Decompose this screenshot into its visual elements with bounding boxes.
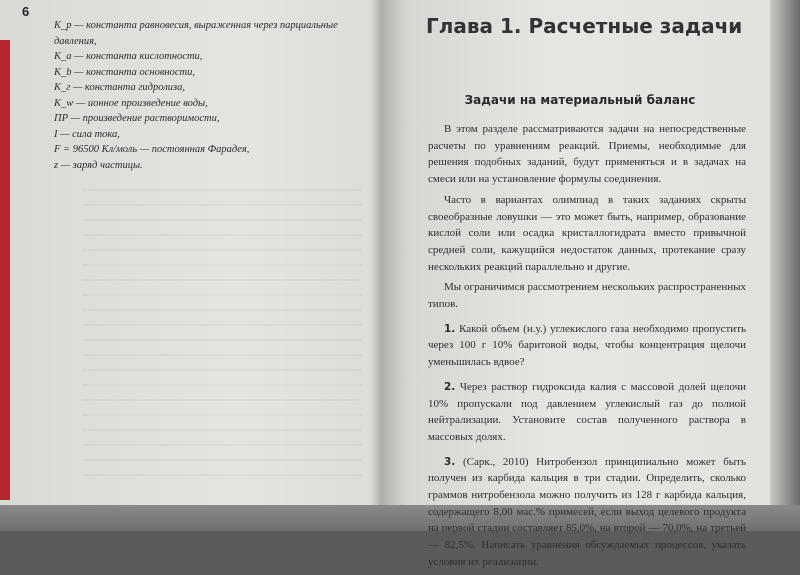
chapter-title: Глава 1. Расчетные задачи <box>426 14 743 38</box>
symbol-line: K_b — константа основности, <box>54 66 195 78</box>
task-number: 1. <box>444 322 456 335</box>
task-text: Какой объем (н.у.) углекислого газа необходимо пропустить через 100 г 10% баритовой воды, чтобы концентрация щелочи уменьшилась вдвое? <box>428 322 747 369</box>
body-text <box>428 121 746 575</box>
section-title: Задачи на материальный баланс <box>464 93 696 107</box>
task-number: 3. <box>444 455 456 468</box>
task-item <box>428 454 746 571</box>
page-stack-edge <box>770 0 800 531</box>
symbol-line: K_w — ионное произведение воды, <box>54 97 208 109</box>
right-page <box>400 0 760 568</box>
task-item <box>428 321 746 371</box>
symbol-line: K_г — константа гидролиза, <box>54 82 186 93</box>
show-through-text <box>82 189 362 489</box>
symbol-line: K_a — константа кислотности, <box>54 51 203 62</box>
symbol-line: давления, <box>54 35 97 47</box>
symbol-line: z — заряд частицы. <box>54 159 143 171</box>
symbol-line: F = 96500 Кл/моль — постоянная Фарадея, <box>54 144 250 155</box>
task-text: (Сарк., 2010) Нитробензол принципиально может быть получен из карбида кальция в три стадии. Определить, сколько граммов нитробензола можно получить из 128 г карбида кальция, содержащего 8,00 мас.% примесей, если выход целевого продукта на первой стадии составляет 85,0%, на второй — 70,0%, на третьей — 82,5%. Написать уравнения обсуждаемых процессов, указать условия их реализации. <box>428 455 747 568</box>
paragraph: В этом разделе рассматриваются задачи на непосредственные расчеты по уравнениям реакций. Приемы, необходимые для решения подобных заданий, будут применяться и в задачах на смеси или на установление формулы соединения. <box>428 123 746 186</box>
page-number: 6 <box>22 4 30 19</box>
symbol-line: K_p — константа равновесия, выраженная через парциальные <box>54 20 338 31</box>
symbol-list <box>54 18 374 173</box>
paragraph: Часто в вариантах олимпиад в таких заданиях скрыты своеобразные ловушки — это может быть, например, образование кислой соли или осадка кристаллогидрата вместо привычной средней соли, кажущийся недостаток данных, протекание сразу нескольких реакций параллельно и другие. <box>428 193 746 273</box>
task-number: 2. <box>444 380 456 393</box>
red-cover-edge <box>0 40 10 500</box>
symbol-line: I — сила тока, <box>54 128 120 140</box>
task-item <box>428 379 746 446</box>
task-text: Через раствор гидроксида калия с массовой долей щелочи 10% пропускали под давлением углекислый газ до полной нейтрализации. Установите состав полученного раствора в массовых долях. <box>428 380 746 443</box>
paragraph: Мы ограничимся рассмотрением нескольких распространенных типов. <box>428 281 746 311</box>
symbol-line: ПР — произведение растворимости, <box>54 113 220 124</box>
